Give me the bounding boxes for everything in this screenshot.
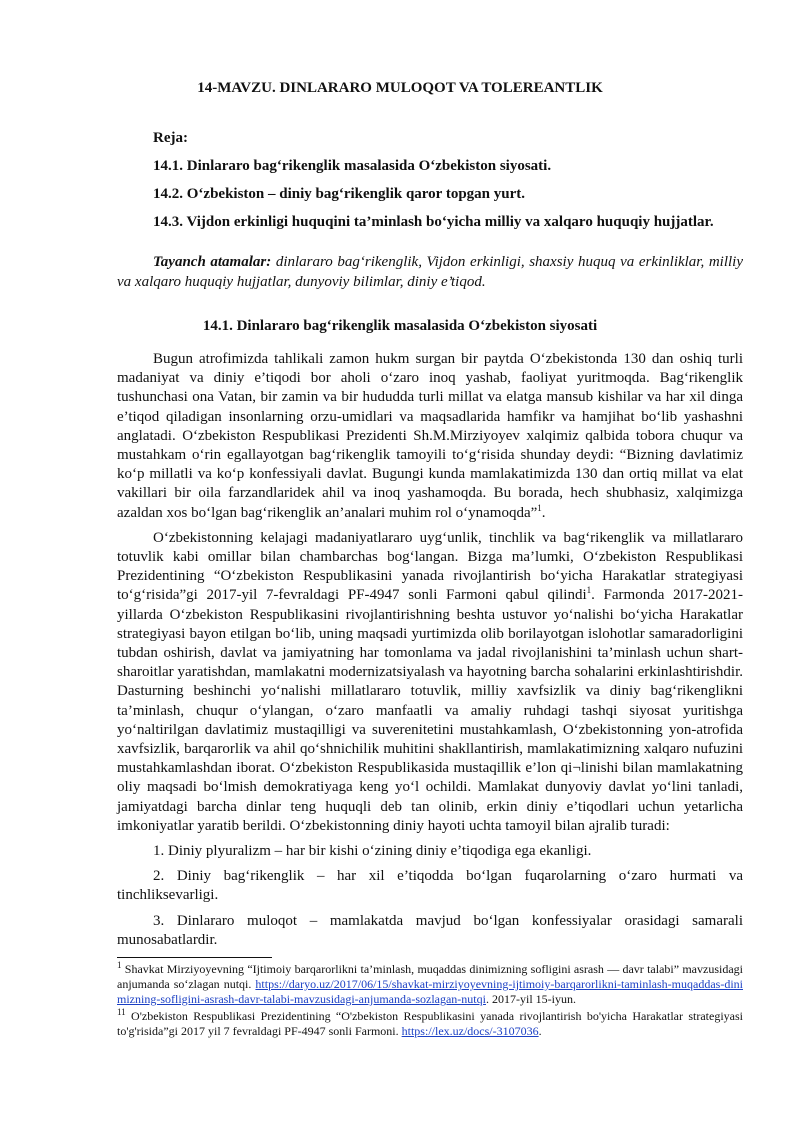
footnote-after: . 2017-yil 15-iyun. xyxy=(485,992,576,1006)
lesson-plan xyxy=(117,128,743,240)
list-item: 2. Diniy bag‘rikenglik – har xil e’tiqodda bo‘lgan fuqarolarning o‘zaro hurmati va tinchliksevarligi. xyxy=(117,868,743,904)
keywords-paragraph xyxy=(117,252,743,292)
footnotes xyxy=(117,962,743,1041)
keywords-label: Tayanch atamalar: xyxy=(153,254,272,270)
paragraph-2 xyxy=(117,529,743,836)
keywords-text: dinlararo bag‘rikenglik, Vijdon erkinligi, shaxsiy huquq va erkinliklar, milliy va xalqaro huquqiy hujjatlar, dunyoviy bilimlar, diniy e’tiqod. xyxy=(117,254,743,290)
paragraph-1-text: Bugun atrofimizda tahlikali zamon hukm surgan bir paytda O‘zbekistonda 130 dan oshiq turli madaniyat va diniy e’tiqodi bor aholi o‘zaro inoq yashab, faoliyat yuritmoqda. Bag‘rikenglik tushunchasi ona Vatan, bir zamin va bir hududda turli millat va elatga mansub kishilar va har xil dinga e’tiqod qiladigan insonlarning orzu-umidlari va maqsadlarida hamfikr va hamjihat bo‘lib yashashni anglatadi. O‘zbekiston Respublikasi Prezidenti Sh.M.Mirziyoyev xalqimiz qalbida tobora chuqur va mustahkam o‘rin egallayotgan bag‘rikenglik tamoyili to‘g‘risida shunday deydi: “Bizning davlatimiz ko‘p millatli va ko‘p konfessiyali davlat. Bugungi kunda mamlakatimizda 130 dan ortiq millat va elat vakillari bir oila farzandlaridek ahil va inoq yashamoqda. Bu borada, hech shubhasiz, xalqimizga azaldan xos bo‘lgan bag‘rikenglik an’analari muhim rol o‘ynamoqda” xyxy=(117,351,743,521)
footnote-2 xyxy=(117,1009,743,1039)
paragraph-1 xyxy=(117,350,743,523)
footnote-divider xyxy=(117,957,272,958)
footnote-ref-2[interactable]: 1 xyxy=(586,585,592,596)
plan-heading: Reja: xyxy=(153,130,188,146)
paragraph-1-end: . xyxy=(541,504,546,521)
footnote-after: . xyxy=(538,1024,542,1038)
footnote-mark: 1 xyxy=(117,960,122,970)
footnote-link[interactable]: https://lex.uz/docs/-3107036 xyxy=(401,1024,539,1038)
page-title: 14-MAVZU. DINLARARO MULOQOT VA TOLEREANTLIK xyxy=(197,80,603,96)
paragraph-2-rest: . Farmonda 2017-2021-yillarda O‘zbekiston Respublikasini rivojlantirishning beshta ustuvor yo‘nalishi bo‘yicha Harakatlar strategiyasi bayon etilgan bo‘lib, uning maqsadi yurtimizda olib borilayotgan islohotlar samaradorligini tubdan oshirish, davlat va jamiyatning har tomonlama va jadal rivojlanishini ta’minlash uchun shart-sharoitlar yaratishdan, mamlakatni modernizatsiyalash va hayotning barcha sohalarini erkinlashtirishdir. Dasturning beshinchi yo‘nalishi millatlararo totuvlik, milliy xavfsizlik va diniy bag‘rikenglikni ta’minlash, chuqur o‘ylangan, o‘zaro manfaatli va amaliy ruhdagi tashqi siyosat yuritishga yo‘naltirilgan davlatimiz mustaqilligi va suverenitetini mustahkamlash, O‘zbekistonning yon-atrofida xavfsizlik, barqarorlik va ahil qo‘shnichilik muhitini shakllantirish, mamlakatimizning xalqaro nufuzini mustahkamlashdan iborat. O‘zbekiston Respublikasida mustaqillik e’lon qi¬linishi bilan mamlakatning oliy maqsadi bo‘lmish demokratiyaga keng yo‘l ochildi. Mamlakat dunyoviy davlat yo‘lini tanladi, jamiyatdagi barcha dinlar teng huquqli deb tan olinib, erkin diniy e’tiqodlari uchun yetarlicha imkoniyatlar yaratib berildi. O‘zbekistonning diniy hayoti uchta tamoyil bilan ajralib turadi: xyxy=(117,587,744,834)
plan-item-2: 14.2. O‘zbekiston – diniy bag‘rikenglik qaror topgan yurt. xyxy=(153,186,525,202)
footnote-link[interactable]: https://daryo.uz/2017/06/15/shavkat-mirziyoyevning-ijtimoiy-barqarorlikni-taminlash-muqaddas-dinimizning-sofligini-asrash-davr-talabi-mavzusidagi-anjumanda-sozlagan-nutqi xyxy=(117,977,743,1006)
body-text xyxy=(117,350,743,956)
plan-item-3: 14.3. Vijdon erkinligi huquqini ta’minlash bo‘yicha milliy va xalqaro huquqiy hujjatlar. xyxy=(153,214,714,230)
footnote-text: O'zbekiston Respublikasi Prezidentining “O'zbekiston Respublikasini yanada rivojlantirish bo'yicha Harakatlar strategiyasi to'g'risida”gi 2017 yil 7 fevraldagi PF-4947 sonli Farmoni. xyxy=(117,1009,743,1038)
footnote-1 xyxy=(117,962,743,1007)
footnote-ref-1[interactable]: 1 xyxy=(537,502,542,513)
list-item: 3. Dinlararo muloqot – mamlakatda mavjud bo‘lgan konfessiyalar orasidagi samarali munosabatlardir. xyxy=(117,912,743,948)
footnote-text: Shavkat Mirziyoyevning “Ijtimoiy barqarorlikni ta’minlash, muqaddas dinimizning sofligini asrash — davr talabi” mavzusidagi anjumanda so‘zlagan nutqi. xyxy=(117,962,743,991)
list-item: 1. Diniy plyuralizm – har bir kishi o‘zining diniy e’tiqodiga ega ekanligi. xyxy=(153,843,592,860)
paragraph-2-text: O‘zbekistonning kelajagi madaniyatlararo uyg‘unlik, tinchlik va bag‘rikenglik va millatlararo totuvlik kabi omillar bilan chambarchas bog‘langan. Bizga ma’lumki, O‘zbekiston Respublikasi Prezidentining “O‘zbekiston Respublikasini yanada rivojlantirish bo‘yicha Harakatlar strategiyasi to‘g‘risida”gi 2017-yil 7-fevraldagi PF-4947 sonli Farmoni qabul qilindi xyxy=(117,529,743,604)
plan-item-1: 14.1. Dinlararo bag‘rikenglik masalasida O‘zbekiston siyosati. xyxy=(153,158,552,174)
section-title: 14.1. Dinlararo bag‘rikenglik masalasida O‘zbekiston siyosati xyxy=(202,318,598,334)
footnote-mark: 11 xyxy=(117,1007,126,1017)
